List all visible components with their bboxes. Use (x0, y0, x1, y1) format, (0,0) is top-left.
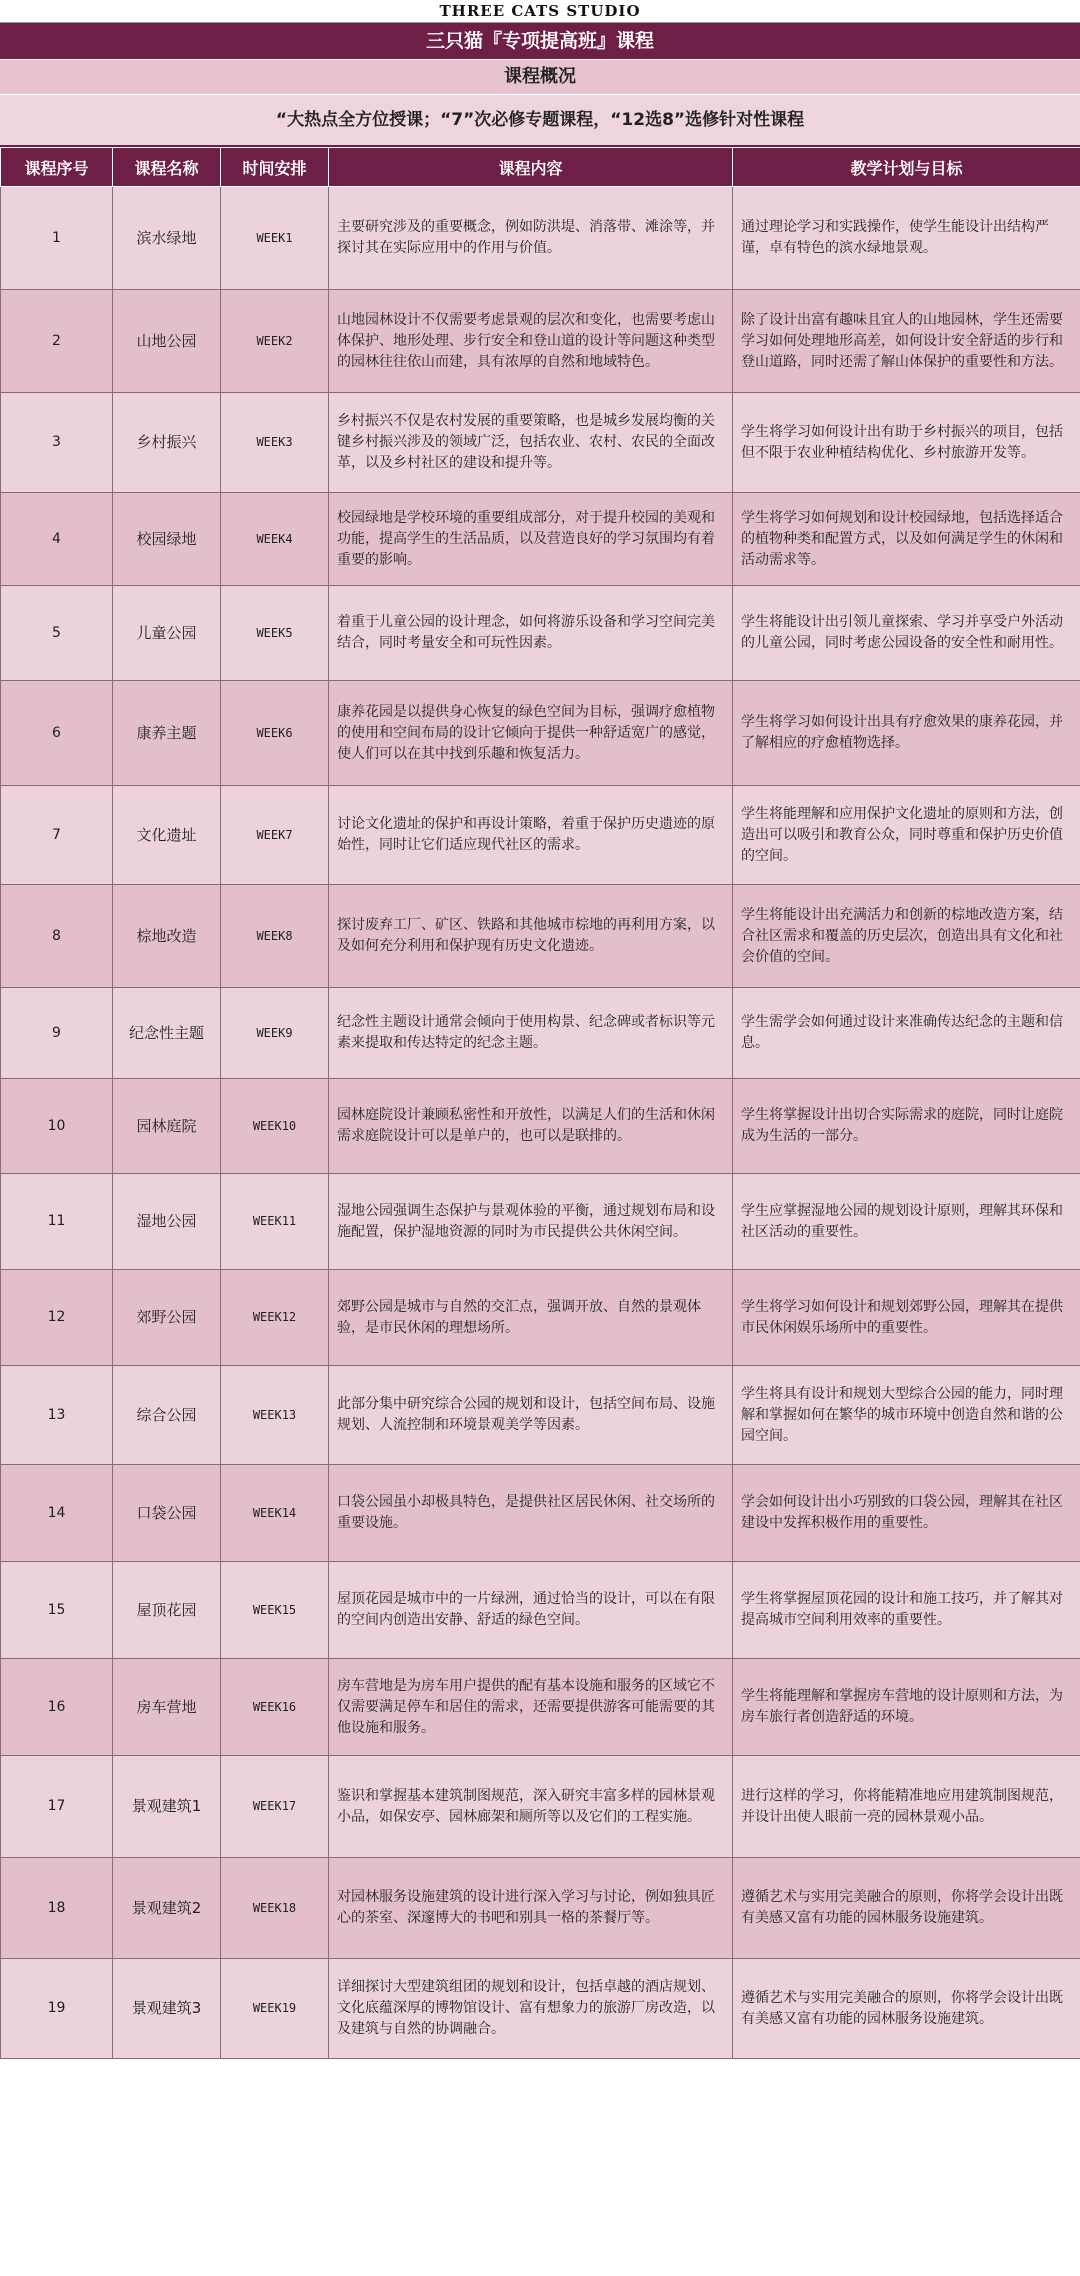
course-content: 康养花园是以提供身心恢复的绿色空间为目标，强调疗愈植物的使用和空间布局的设计它倾向于提供一种舒适宽广的感觉，使人们可以在其中找到乐趣和恢复活力。 (329, 681, 733, 786)
course-number: 1 (1, 187, 113, 290)
table-row (1, 885, 1080, 988)
course-number: 16 (1, 1659, 113, 1756)
course-number: 7 (1, 786, 113, 885)
course-content: 湿地公园强调生态保护与景观体验的平衡，通过规划布局和设施配置，保护湿地资源的同时为市民提供公共休闲空间。 (329, 1174, 733, 1270)
table-row (1, 681, 1080, 786)
course-goal: 遵循艺术与实用完美融合的原则，你将学会设计出既有美感又富有功能的园林服务设施建筑。 (733, 1959, 1080, 2059)
course-number: 15 (1, 1562, 113, 1659)
table-row (1, 988, 1080, 1079)
course-goal: 学生需学会如何通过设计来准确传达纪念的主题和信息。 (733, 988, 1080, 1079)
course-goal: 学生将掌握设计出切合实际需求的庭院，同时让庭院成为生活的一部分。 (733, 1079, 1080, 1174)
table-row (1, 1756, 1080, 1858)
course-number: 12 (1, 1270, 113, 1366)
table-row (1, 1366, 1080, 1465)
course-number: 4 (1, 493, 113, 586)
course-number: 11 (1, 1174, 113, 1270)
course-name: 景观建筑1 (113, 1756, 221, 1858)
course-name: 湿地公园 (113, 1174, 221, 1270)
course-schedule: WEEK15 (221, 1562, 329, 1659)
course-number: 6 (1, 681, 113, 786)
course-goal: 学生应掌握湿地公园的规划设计原则，理解其环保和社区活动的重要性。 (733, 1174, 1080, 1270)
course-name: 康养主题 (113, 681, 221, 786)
course-schedule: WEEK13 (221, 1366, 329, 1465)
course-name: 屋顶花园 (113, 1562, 221, 1659)
course-goal: 进行这样的学习，你将能精准地应用建筑制图规范，并设计出使人眼前一亮的园林景观小品。 (733, 1756, 1080, 1858)
column-header-schedule: 时间安排 (221, 148, 329, 187)
course-name: 山地公园 (113, 290, 221, 393)
course-schedule: WEEK5 (221, 586, 329, 681)
table-row (1, 1270, 1080, 1366)
course-content: 郊野公园是城市与自然的交汇点，强调开放、自然的景观体验，是市民休闲的理想场所。 (329, 1270, 733, 1366)
course-goal: 学生将掌握屋顶花园的设计和施工技巧，并了解其对提高城市空间利用效率的重要性。 (733, 1562, 1080, 1659)
course-number: 13 (1, 1366, 113, 1465)
course-content: 探讨废弃工厂、矿区、铁路和其他城市棕地的再利用方案，以及如何充分利用和保护现有历史文化遗迹。 (329, 885, 733, 988)
course-name: 房车营地 (113, 1659, 221, 1756)
course-number: 2 (1, 290, 113, 393)
course-goal: 遵循艺术与实用完美融合的原则，你将学会设计出既有美感又富有功能的园林服务设施建筑。 (733, 1858, 1080, 1959)
course-name: 郊野公园 (113, 1270, 221, 1366)
course-schedule: WEEK14 (221, 1465, 329, 1562)
course-name: 综合公园 (113, 1366, 221, 1465)
course-goal: 学会如何设计出小巧别致的口袋公园，理解其在社区建设中发挥积极作用的重要性。 (733, 1465, 1080, 1562)
table-row (1, 1465, 1080, 1562)
course-schedule: WEEK10 (221, 1079, 329, 1174)
course-name: 文化遗址 (113, 786, 221, 885)
course-name: 景观建筑3 (113, 1959, 221, 2059)
course-content: 着重于儿童公园的设计理念，如何将游乐设备和学习空间完美结合，同时考量安全和可玩性因素。 (329, 586, 733, 681)
course-content: 讨论文化遗址的保护和再设计策略，着重于保护历史遗迹的原始性，同时让它们适应现代社区的需求。 (329, 786, 733, 885)
table-row (1, 786, 1080, 885)
table-row (1, 1959, 1080, 2059)
course-name: 滨水绿地 (113, 187, 221, 290)
course-goal: 学生将学习如何规划和设计校园绿地，包括选择适合的植物种类和配置方式，以及如何满足学生的休闲和活动需求等。 (733, 493, 1080, 586)
course-name: 纪念性主题 (113, 988, 221, 1079)
table-row (1, 1562, 1080, 1659)
course-name: 校园绿地 (113, 493, 221, 586)
table-row (1, 393, 1080, 493)
course-number: 10 (1, 1079, 113, 1174)
course-content: 对园林服务设施建筑的设计进行深入学习与讨论，例如独具匠心的茶室、深邃博大的书吧和别具一格的茶餐厅等。 (329, 1858, 733, 1959)
course-tagline: “大热点全方位授课；“7”次必修专题课程，“12选8”选修针对性课程 (0, 95, 1080, 147)
course-schedule: WEEK12 (221, 1270, 329, 1366)
course-schedule: WEEK8 (221, 885, 329, 988)
course-goal: 学生将能理解和应用保护文化遗址的原则和方法，创造出可以吸引和教育公众，同时尊重和保护历史价值的空间。 (733, 786, 1080, 885)
course-schedule: WEEK3 (221, 393, 329, 493)
course-number: 14 (1, 1465, 113, 1562)
course-goal: 除了设计出富有趣味且宜人的山地园林，学生还需要学习如何处理地形高差，如何设计安全舒适的步行和登山道路，同时还需了解山体保护的重要性和方法。 (733, 290, 1080, 393)
course-schedule: WEEK18 (221, 1858, 329, 1959)
course-goal: 学生将能理解和掌握房车营地的设计原则和方法，为房车旅行者创造舒适的环境。 (733, 1659, 1080, 1756)
course-goal: 学生将学习如何设计和规划郊野公园，理解其在提供市民休闲娱乐场所中的重要性。 (733, 1270, 1080, 1366)
course-number: 19 (1, 1959, 113, 2059)
course-content: 此部分集中研究综合公园的规划和设计，包括空间布局、设施规划、人流控制和环境景观美学等因素。 (329, 1366, 733, 1465)
table-row (1, 586, 1080, 681)
course-schedule: WEEK1 (221, 187, 329, 290)
studio-name: THREE CATS STUDIO (0, 0, 1080, 23)
course-number: 17 (1, 1756, 113, 1858)
course-content: 校园绿地是学校环境的重要组成部分，对于提升校园的美观和功能，提高学生的生活品质，以及营造良好的学习氛围均有着重要的影响。 (329, 493, 733, 586)
course-goal: 学生将能设计出充满活力和创新的棕地改造方案，结合社区需求和覆盖的历史层次，创造出具有文化和社会价值的空间。 (733, 885, 1080, 988)
course-content: 主要研究涉及的重要概念，例如防洪堤、消落带、滩涂等，并探讨其在实际应用中的作用与价值。 (329, 187, 733, 290)
course-name: 景观建筑2 (113, 1858, 221, 1959)
course-table (0, 147, 1080, 2059)
table-header-row (1, 148, 1080, 187)
course-goal: 学生将能设计出引领儿童探索、学习并享受户外活动的儿童公园，同时考虑公园设备的安全性和耐用性。 (733, 586, 1080, 681)
course-content: 园林庭院设计兼顾私密性和开放性，以满足人们的生活和休闲需求庭院设计可以是单户的，也可以是联排的。 (329, 1079, 733, 1174)
column-header-content: 课程内容 (329, 148, 733, 187)
course-schedule: WEEK7 (221, 786, 329, 885)
course-number: 8 (1, 885, 113, 988)
column-header-name: 课程名称 (113, 148, 221, 187)
course-name: 园林庭院 (113, 1079, 221, 1174)
course-name: 棕地改造 (113, 885, 221, 988)
course-goal: 学生将具有设计和规划大型综合公园的能力，同时理解和掌握如何在繁华的城市环境中创造自然和谐的公园空间。 (733, 1366, 1080, 1465)
course-goal: 学生将学习如何设计出有助于乡村振兴的项目，包括但不限于农业种植结构优化、乡村旅游开发等。 (733, 393, 1080, 493)
course-schedule: WEEK2 (221, 290, 329, 393)
column-header-goal: 教学计划与目标 (733, 148, 1080, 187)
course-schedule: WEEK19 (221, 1959, 329, 2059)
course-name: 乡村振兴 (113, 393, 221, 493)
course-goal: 学生将学习如何设计出具有疗愈效果的康养花园，并了解相应的疗愈植物选择。 (733, 681, 1080, 786)
course-content: 口袋公园虽小却极具特色，是提供社区居民休闲、社交场所的重要设施。 (329, 1465, 733, 1562)
page-title: 三只猫『专项提高班』课程 (0, 23, 1080, 60)
section-title: 课程概况 (0, 60, 1080, 95)
course-schedule: WEEK16 (221, 1659, 329, 1756)
course-number: 5 (1, 586, 113, 681)
course-name: 儿童公园 (113, 586, 221, 681)
course-content: 乡村振兴不仅是农村发展的重要策略，也是城乡发展均衡的关键乡村振兴涉及的领域广泛，包括农业、农村、农民的全面改革，以及乡村社区的建设和提升等。 (329, 393, 733, 493)
course-schedule: WEEK9 (221, 988, 329, 1079)
course-content: 屋顶花园是城市中的一片绿洲，通过恰当的设计，可以在有限的空间内创造出安静、舒适的绿色空间。 (329, 1562, 733, 1659)
table-row (1, 290, 1080, 393)
course-content: 纪念性主题设计通常会倾向于使用构景、纪念碑或者标识等元素来提取和传达特定的纪念主题。 (329, 988, 733, 1079)
course-goal: 通过理论学习和实践操作，使学生能设计出结构严谨，卓有特色的滨水绿地景观。 (733, 187, 1080, 290)
course-content: 鉴识和掌握基本建筑制图规范，深入研究丰富多样的园林景观小品，如保安亭、园林廊架和厕所等以及它们的工程实施。 (329, 1756, 733, 1858)
course-schedule: WEEK6 (221, 681, 329, 786)
table-row (1, 493, 1080, 586)
table-row (1, 1174, 1080, 1270)
course-number: 3 (1, 393, 113, 493)
course-content: 房车营地是为房车用户提供的配有基本设施和服务的区域它不仅需要满足停车和居住的需求，还需要提供游客可能需要的其他设施和服务。 (329, 1659, 733, 1756)
course-content: 详细探讨大型建筑组团的规划和设计，包括卓越的酒店规划、文化底蕴深厚的博物馆设计、富有想象力的旅游厂房改造，以及建筑与自然的协调融合。 (329, 1959, 733, 2059)
course-schedule: WEEK17 (221, 1756, 329, 1858)
column-header-number: 课程序号 (1, 148, 113, 187)
course-schedule: WEEK4 (221, 493, 329, 586)
course-name: 口袋公园 (113, 1465, 221, 1562)
course-schedule: WEEK11 (221, 1174, 329, 1270)
course-number: 18 (1, 1858, 113, 1959)
table-row (1, 1659, 1080, 1756)
course-content: 山地园林设计不仅需要考虑景观的层次和变化，也需要考虑山体保护、地形处理、步行安全和登山道的设计等问题这种类型的园林往往依山而建，具有浓厚的自然和地域特色。 (329, 290, 733, 393)
table-row (1, 1079, 1080, 1174)
table-row (1, 187, 1080, 290)
table-row (1, 1858, 1080, 1959)
course-number: 9 (1, 988, 113, 1079)
